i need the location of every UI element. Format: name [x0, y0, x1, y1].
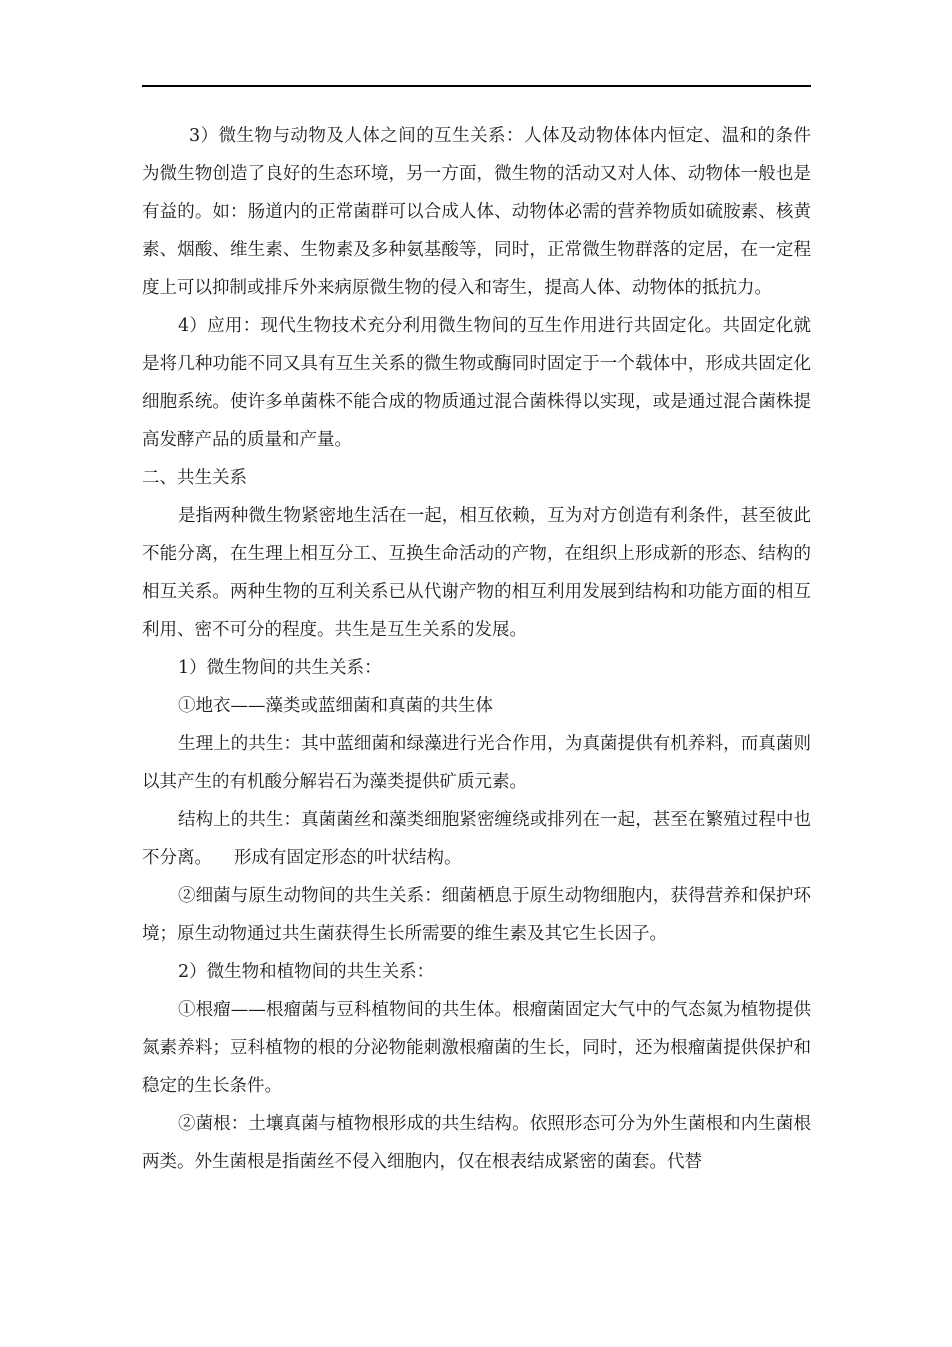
subheading-plant-symbiosis: 2）微生物和植物间的共生关系：: [178, 962, 435, 982]
body-text: [142, 117, 811, 1181]
paragraph-application: 4）应用：现代生物技术充分利用微生物间的互生作用进行共固定化。共固定化就是将几种功能不同又具有互生关系的微生物或酶同时固定于一个载体中，形成共固定化细胞系统。使许多单菌株不能合成的物质通过混合菌株得以实现，或是通过混合菌株提高发酵产品的质量和产量。: [142, 316, 811, 450]
paragraph-structural-symbiosis: [142, 801, 811, 877]
header-rule: [142, 85, 811, 87]
paragraph-physiological-symbiosis: 生理上的共生：其中蓝细菌和绿藻进行光合作用，为真菌提供有机养料，而真菌则以其产生的有机酸分解岩石为藻类提供矿质元素。: [142, 734, 811, 792]
item-mycorrhiza: ②菌根：土壤真菌与植物根形成的共生结构。依照形态可分为外生菌根和内生菌根两类。外生菌根是指菌丝不侵入细胞内，仅在根表结成紧密的菌套。代替: [142, 1114, 811, 1172]
item-bacteria-protozoa: ②细菌与原生动物间的共生关系：细菌栖息于原生动物细胞内，获得营养和保护环境；原生动物通过共生菌获得生长所需要的维生素及其它生长因子。: [142, 886, 811, 944]
item-root-nodule: ①根瘤——根瘤菌与豆科植物间的共生体。根瘤菌固定大气中的气态氮为植物提供氮素养料；豆科植物的根的分泌物能刺激根瘤菌的生长，同时，还为根瘤菌提供保护和稳定的生长条件。: [142, 1000, 811, 1096]
structural-symbiosis-text: 结构上的共生：真菌菌丝和藻类细胞紧密缠绕或排列在一起，甚至在繁殖过程中也不分离。: [142, 810, 811, 868]
paragraph-mutualism-animals: 3）微生物与动物及人体之间的互生关系：人体及动物体体内恒定、温和的条件为微生物创造了良好的生态环境，另一方面，微生物的活动又对人体、动物体一般也是有益的。如：肠道内的正常菌群可以合成人体、动物体必需的营养物质如硫胺素、核黄素、烟酸、维生素、生物素及多种氨基酸等，同时，正常微生物群落的定居，在一定程度上可以抑制或排斥外来病原微生物的侵入和寄生，提高人体、动物体的抵抗力。: [142, 126, 811, 298]
paragraph-symbiosis-definition: 是指两种微生物紧密地生活在一起，相互依赖，互为对方创造有利条件，甚至彼此不能分离，在生理上相互分工、互换生命活动的产物，在组织上形成新的形态、结构的相互关系。两种生物的互利关系已从代谢产物的相互利用发展到结构和功能方面的相互利用、密不可分的程度。共生是互生关系的发展。: [142, 506, 811, 640]
section-heading-symbiosis: 二、共生关系: [142, 468, 247, 488]
subheading-microbial-symbiosis: 1）微生物间的共生关系：: [178, 658, 382, 678]
structural-symbiosis-text-cont: 形成有固定形态的叶状结构。: [234, 848, 462, 868]
item-lichen: ①地衣——藻类或蓝细菌和真菌的共生体: [178, 696, 493, 716]
